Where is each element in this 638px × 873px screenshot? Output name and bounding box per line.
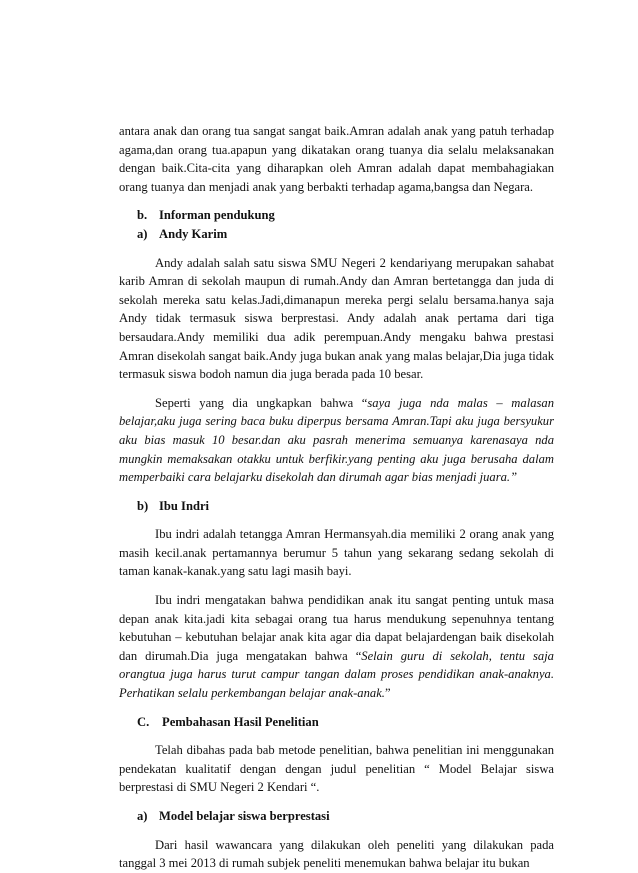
quote-text: Selain guru di sekolah, tentu saja orangtua juga harus turut campur tangan dalam proses pendidikan anak-anaknya. Perhatikan selalu perkembangan belajar anak-anak. (119, 648, 554, 701)
paragraph-lead: Ibu indri mengatakan bahwa pendidikan anak itu sangat penting untuk masa depan anak kita.jadi kita sebagai orang tua harus mendukung sepenuhnya tentang kebutuhan – kebutuhan belajar anak kita agar dia dapat belajardengan baik disekolah dan dirumah.Dia juga mengatakan bahwa “ (119, 593, 554, 663)
quote-close: ” (384, 686, 391, 701)
heading-text: Andy Karim (159, 226, 228, 241)
document-body (119, 122, 554, 873)
heading-model-belajar (119, 807, 554, 826)
paragraph-2: Andy adalah salah satu siswa SMU Negeri 2 kendariyang merupakan sahabat karib Amran di sekolah maupun di rumah.Andy dan Amran bertetangga dan juda di sekolah mereka satu kelas.Jadi,dimanapun mereka pergi selalu bersama.hanya saja Andy tidak termasuk siswa berprestasi. Andy adalah anak pertama dari tiga bersaudara.Andy memiliki dua adik perempuan.Andy mengaku bahwa prestasi Amran disekolah sangat baik.Andy juga bukan anak yang malas belajar,Dia juga tidak termasuk siswa bodoh namun dia juga berada pada 10 besar. (119, 255, 554, 382)
heading-marker: b. (137, 208, 148, 223)
paragraph-1: antara anak dan orang tua sangat sangat baik.Amran adalah anak yang patuh terhadap agama,dan orang tua.apapun yang dikatakan orang tuanya dia selalu melaksanakan dengan baik.Cita-cita yang diharapkan oleh Amran adalah dapat membahagiakan orang tuanya dan menjadi anak yang berbakti terhadap agama,bangsa dan Negara. (119, 124, 554, 194)
paragraph-3 (119, 394, 554, 487)
heading-text: Informan pendukung (159, 208, 275, 223)
paragraph-5 (119, 591, 554, 703)
heading-text: Model belajar siswa berprestasi (159, 809, 330, 823)
quote-text: saya juga nda malas – malasan belajar,aku juga sering baca buku diperpus bersama Amran.Tapi aku juga bersyukur aku bias masuk 10 besar.dan aku pasrah menerima semuanya karenasaya nda mungkin memaksakan otakku untuk berfikir.yang penting aku juga berusaha dalam memperbaiki cara belajarku disekolah dan dirumah agar bias menjadi juara.” (119, 395, 554, 485)
paragraph-lead: Seperti yang dia ungkapkan bahwa “ (155, 395, 368, 410)
heading-marker: b) (137, 498, 149, 513)
heading-pembahasan (119, 713, 554, 732)
heading-text: Pembahasan Hasil Penelitian (162, 714, 319, 729)
paragraph-4: Ibu indri adalah tetangga Amran Hermansyah.dia memiliki 2 orang anak yang masih kecil.anak pertamannya berumur 5 tahun yang sekarang sedang sekolah di taman kanak-kanak.yang satu lagi masih bayi. (119, 527, 554, 579)
paragraph-7: Dari hasil wawancara yang dilakukan oleh peneliti yang dilakukan pada tanggal 3 mei 2013 di rumah subjek peneliti menemukan bahwa belajar itu bukan (119, 837, 554, 871)
heading-informan-pendukung (119, 206, 554, 225)
heading-ibu-indri (119, 497, 554, 516)
heading-marker: C. (137, 714, 150, 729)
paragraph-6: Telah dibahas pada bab metode penelitian, bahwa penelitian ini menggunakan pendekatan kualitatif dengan dengan judul penelitian “ Model Belajar siswa berprestasi di SMU Negeri 2 Kendari “. (119, 743, 554, 795)
heading-marker: a) (137, 809, 148, 823)
heading-marker: a) (137, 226, 148, 241)
heading-andy-karim (119, 225, 554, 244)
heading-text: Ibu Indri (159, 498, 210, 513)
